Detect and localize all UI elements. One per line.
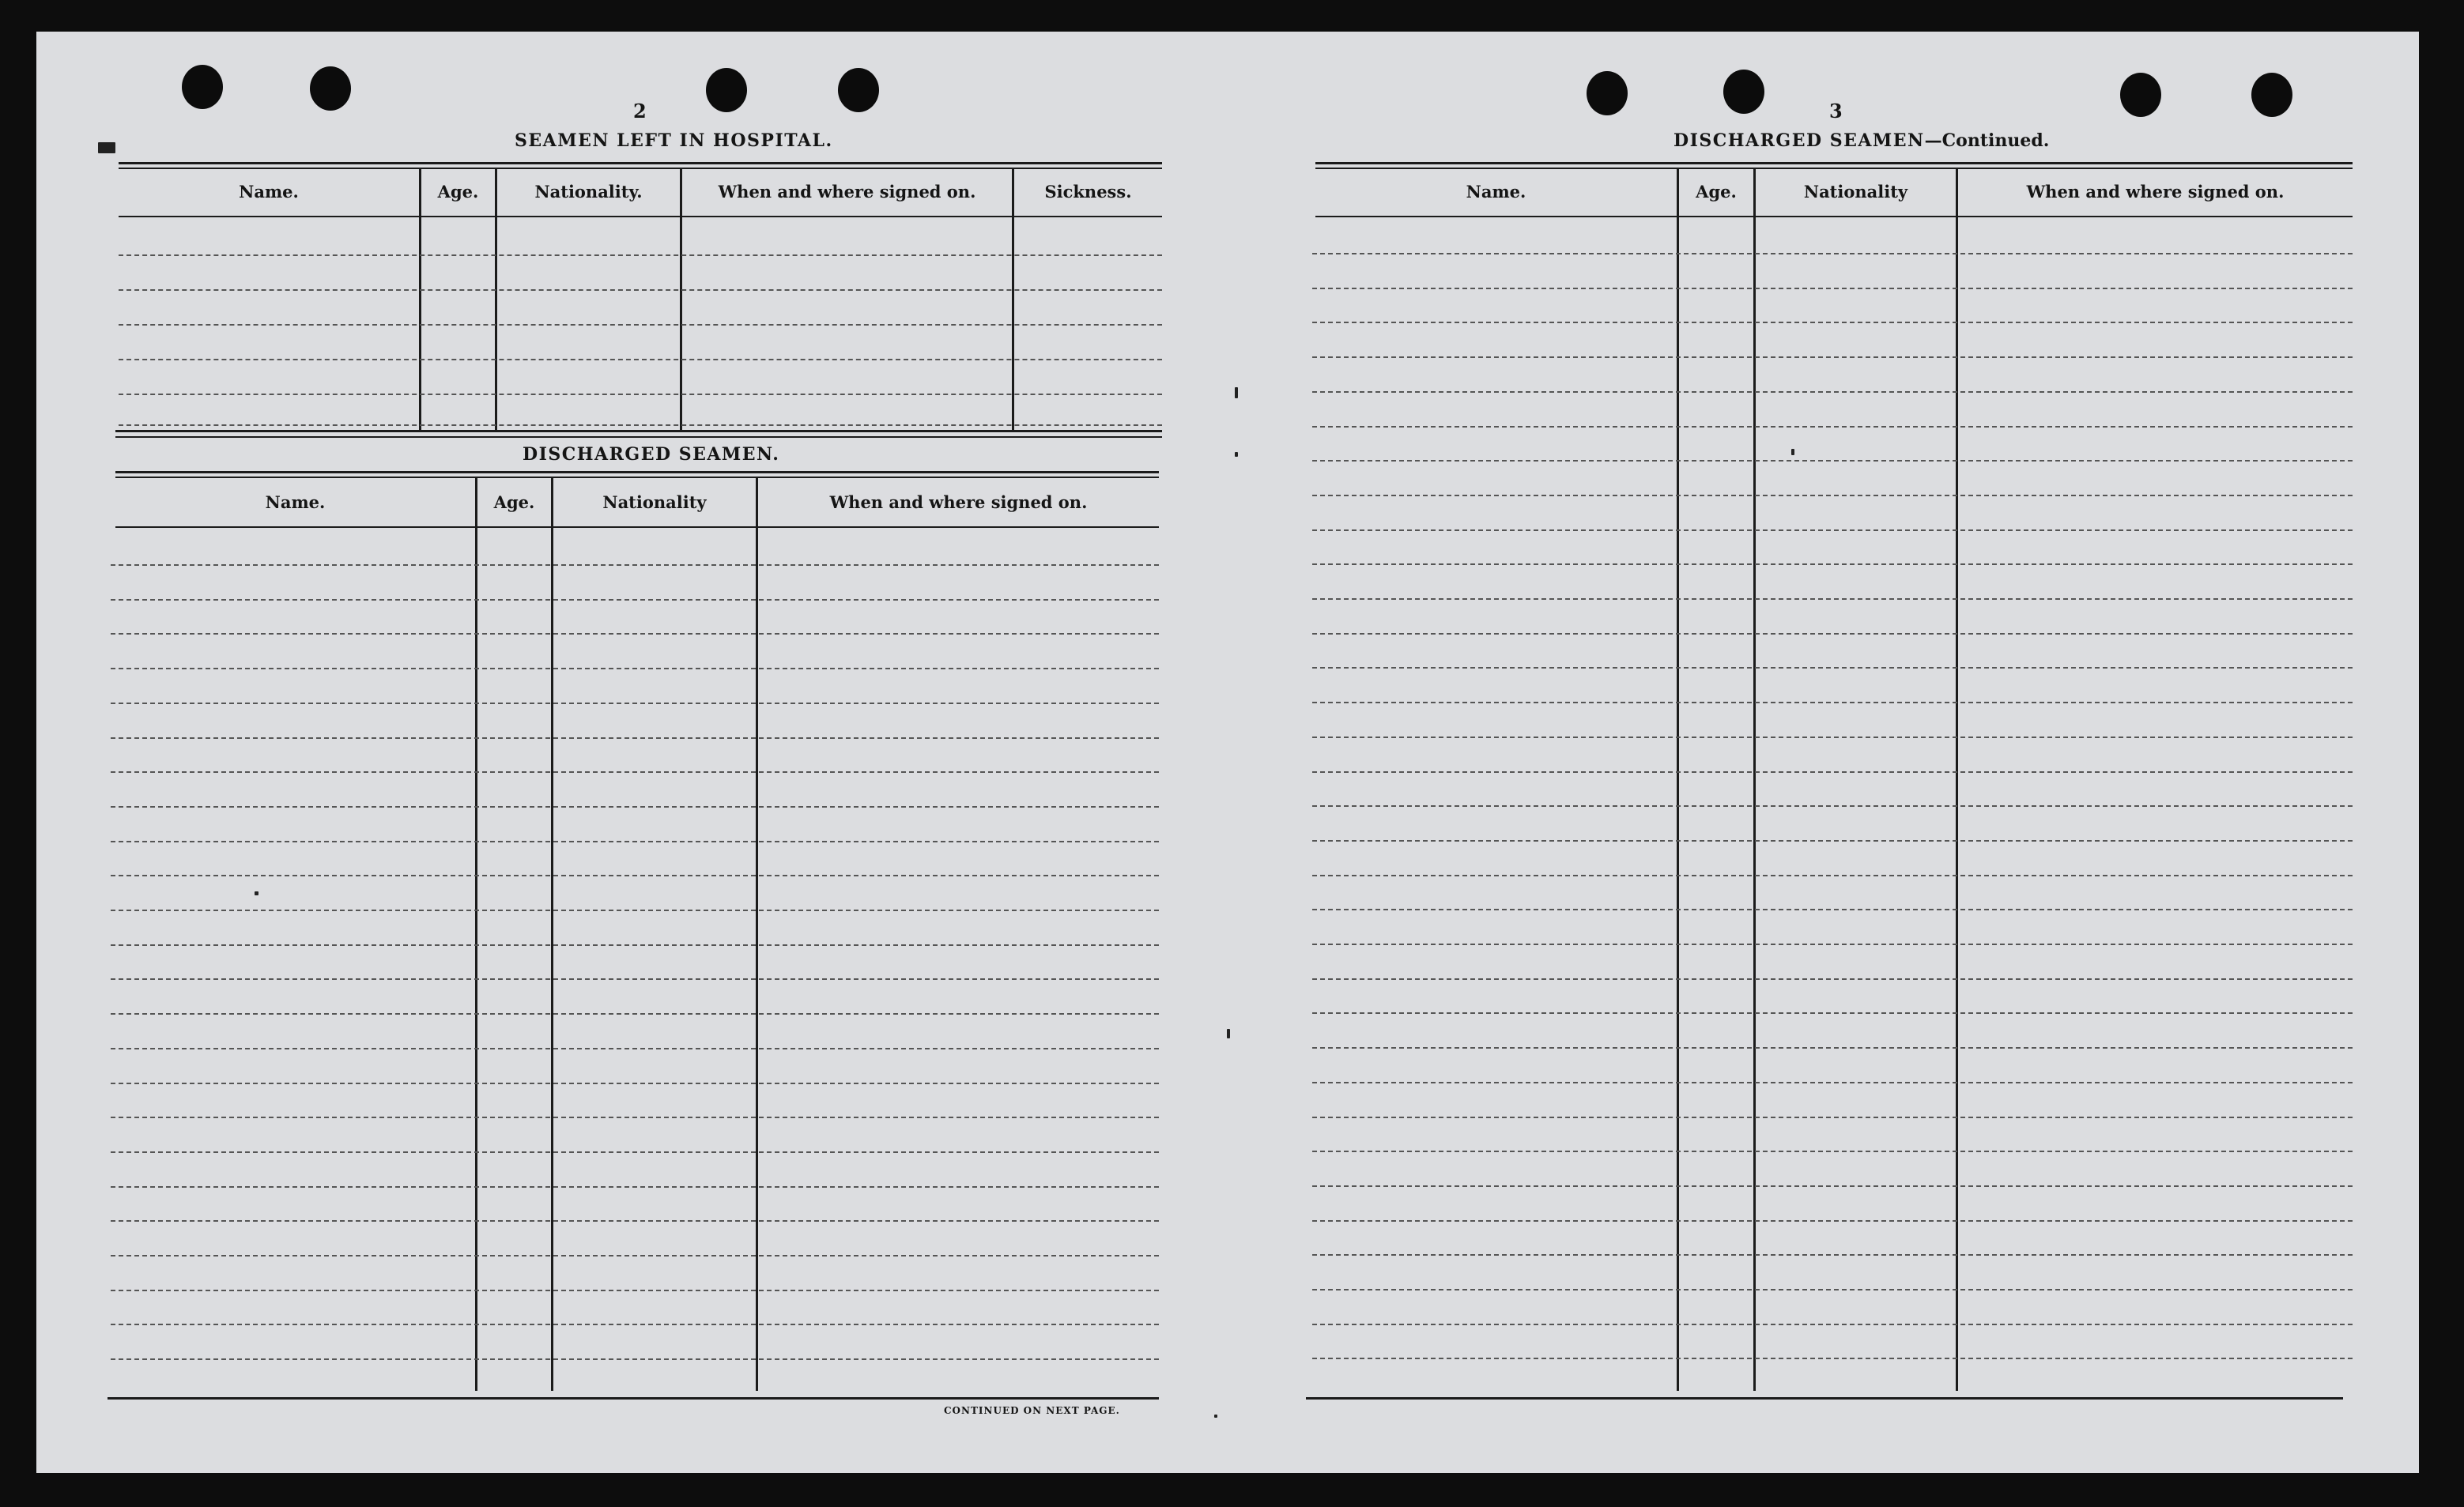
entry-line [119, 424, 1162, 426]
column-header-age: Age. [493, 492, 535, 512]
entry-line [119, 324, 1162, 326]
hospital-section-title: SEAMEN LEFT IN HOSPITAL. [515, 130, 833, 151]
entry-line [1312, 978, 2353, 980]
paper-mark [98, 142, 115, 153]
entry-line [1312, 563, 2353, 565]
entry-line [1312, 771, 2353, 773]
column-header-name: Name. [239, 182, 299, 202]
entry-line [1312, 909, 2353, 910]
entry-line [1312, 460, 2353, 462]
column-divider [1012, 169, 1014, 430]
table-bottom-rule [115, 430, 1162, 432]
column-divider [1956, 169, 1958, 1391]
entry-line [119, 289, 1162, 291]
table-top-rule [119, 168, 1162, 169]
entry-line [1312, 322, 2353, 323]
table-top-rule [119, 162, 1162, 164]
entry-line [119, 254, 1162, 256]
header-rule [1315, 216, 2353, 217]
entry-line [111, 1117, 1159, 1118]
entry-line [1312, 702, 2353, 703]
entry-line [1312, 1151, 2353, 1152]
table-top-rule [115, 477, 1159, 478]
entry-line [1312, 288, 2353, 289]
entry-line [1312, 1117, 2353, 1118]
column-divider [680, 169, 682, 430]
title-suffix: —Continued. [1924, 130, 2050, 151]
entry-line [111, 1013, 1159, 1015]
entry-line [119, 359, 1162, 360]
column-divider [495, 169, 497, 430]
column-header-age: Age. [437, 182, 479, 202]
punch-hole [838, 68, 879, 112]
column-header-nationality: Nationality [1803, 182, 1908, 202]
entry-line [111, 978, 1159, 980]
paper-mark [255, 891, 258, 895]
entry-line [1312, 356, 2353, 358]
table-bottom-rule [108, 1397, 1159, 1400]
entry-line [1312, 1012, 2353, 1014]
entry-line [1312, 495, 2353, 496]
paper-mark [1227, 1029, 1230, 1038]
discharged-continued-title [1673, 130, 2049, 151]
entry-line [1312, 598, 2353, 600]
punch-hole [310, 66, 351, 111]
entry-line [1312, 667, 2353, 669]
header-rule [115, 526, 1159, 528]
header-rule [119, 216, 1162, 217]
punch-hole [2251, 73, 2292, 117]
column-header-nationality: Nationality [602, 492, 707, 512]
entry-line [1312, 1254, 2353, 1256]
column-header-signed-on: When and where signed on. [2026, 182, 2285, 202]
table-top-rule [1315, 168, 2353, 169]
column-header-name: Name. [265, 492, 326, 512]
entry-line [111, 944, 1159, 946]
entry-line [111, 1048, 1159, 1049]
column-header-signed-on: When and where signed on. [718, 182, 976, 202]
entry-line [111, 806, 1159, 808]
entry-line [111, 1324, 1159, 1325]
entry-line [1312, 529, 2353, 531]
punch-hole [1723, 70, 1764, 114]
punch-hole [2120, 73, 2161, 117]
entry-line [111, 771, 1159, 773]
entry-line [1312, 1324, 2353, 1325]
form-sheet [36, 32, 2419, 1473]
entry-line [111, 875, 1159, 876]
entry-line [1312, 875, 2353, 876]
entry-line [111, 910, 1159, 911]
entry-line [111, 1290, 1159, 1291]
entry-line [111, 1358, 1159, 1360]
page-number: 3 [1829, 100, 1843, 122]
entry-line [1312, 840, 2353, 842]
entry-line [1312, 1082, 2353, 1083]
paper-mark [1235, 452, 1238, 457]
entry-line [111, 1255, 1159, 1256]
column-header-nationality: Nationality. [534, 182, 643, 202]
entry-line [111, 737, 1159, 739]
discharged-section-title: DISCHARGED SEAMEN. [523, 444, 780, 465]
column-header-age: Age. [1696, 182, 1737, 202]
paper-mark [1791, 449, 1794, 455]
entry-line [1312, 1289, 2353, 1290]
paper-mark [1214, 1415, 1217, 1418]
entry-line [1312, 633, 2353, 635]
entry-line [111, 599, 1159, 601]
entry-line [111, 564, 1159, 566]
entry-line [111, 841, 1159, 842]
entry-line [1312, 805, 2353, 807]
title-main: DISCHARGED SEAMEN [1673, 130, 1925, 151]
page-number: 2 [633, 100, 647, 122]
entry-line [111, 703, 1159, 704]
entry-line [111, 633, 1159, 635]
entry-line [1312, 1185, 2353, 1187]
column-divider [1753, 169, 1756, 1391]
punch-hole [182, 65, 223, 109]
entry-line [111, 1151, 1159, 1153]
column-divider [551, 478, 553, 1391]
column-divider [756, 478, 758, 1391]
punch-hole [706, 68, 747, 112]
entry-line [1312, 1047, 2353, 1049]
punch-hole [1587, 71, 1628, 115]
table-top-rule [115, 471, 1159, 473]
table-bottom-rule [1306, 1397, 2343, 1400]
paper-mark [1235, 387, 1238, 398]
entry-line [111, 1083, 1159, 1084]
entry-line [111, 668, 1159, 669]
table-top-rule [1315, 162, 2353, 164]
column-divider [475, 478, 477, 1391]
entry-line [111, 1186, 1159, 1188]
entry-line [1312, 391, 2353, 393]
column-header-signed-on: When and where signed on. [829, 492, 1088, 512]
entry-line [1312, 944, 2353, 945]
entry-line [1312, 1220, 2353, 1222]
column-divider [1677, 169, 1679, 1391]
section-rule [115, 436, 1162, 438]
entry-line [1312, 426, 2353, 428]
entry-line [111, 1220, 1159, 1222]
column-header-name: Name. [1466, 182, 1526, 202]
entry-line [1312, 737, 2353, 738]
entry-line [1312, 253, 2353, 254]
continued-footer: CONTINUED ON NEXT PAGE. [944, 1405, 1120, 1416]
entry-line [1312, 1358, 2353, 1359]
column-header-sickness: Sickness. [1044, 182, 1132, 202]
column-divider [419, 169, 421, 430]
entry-line [119, 394, 1162, 395]
